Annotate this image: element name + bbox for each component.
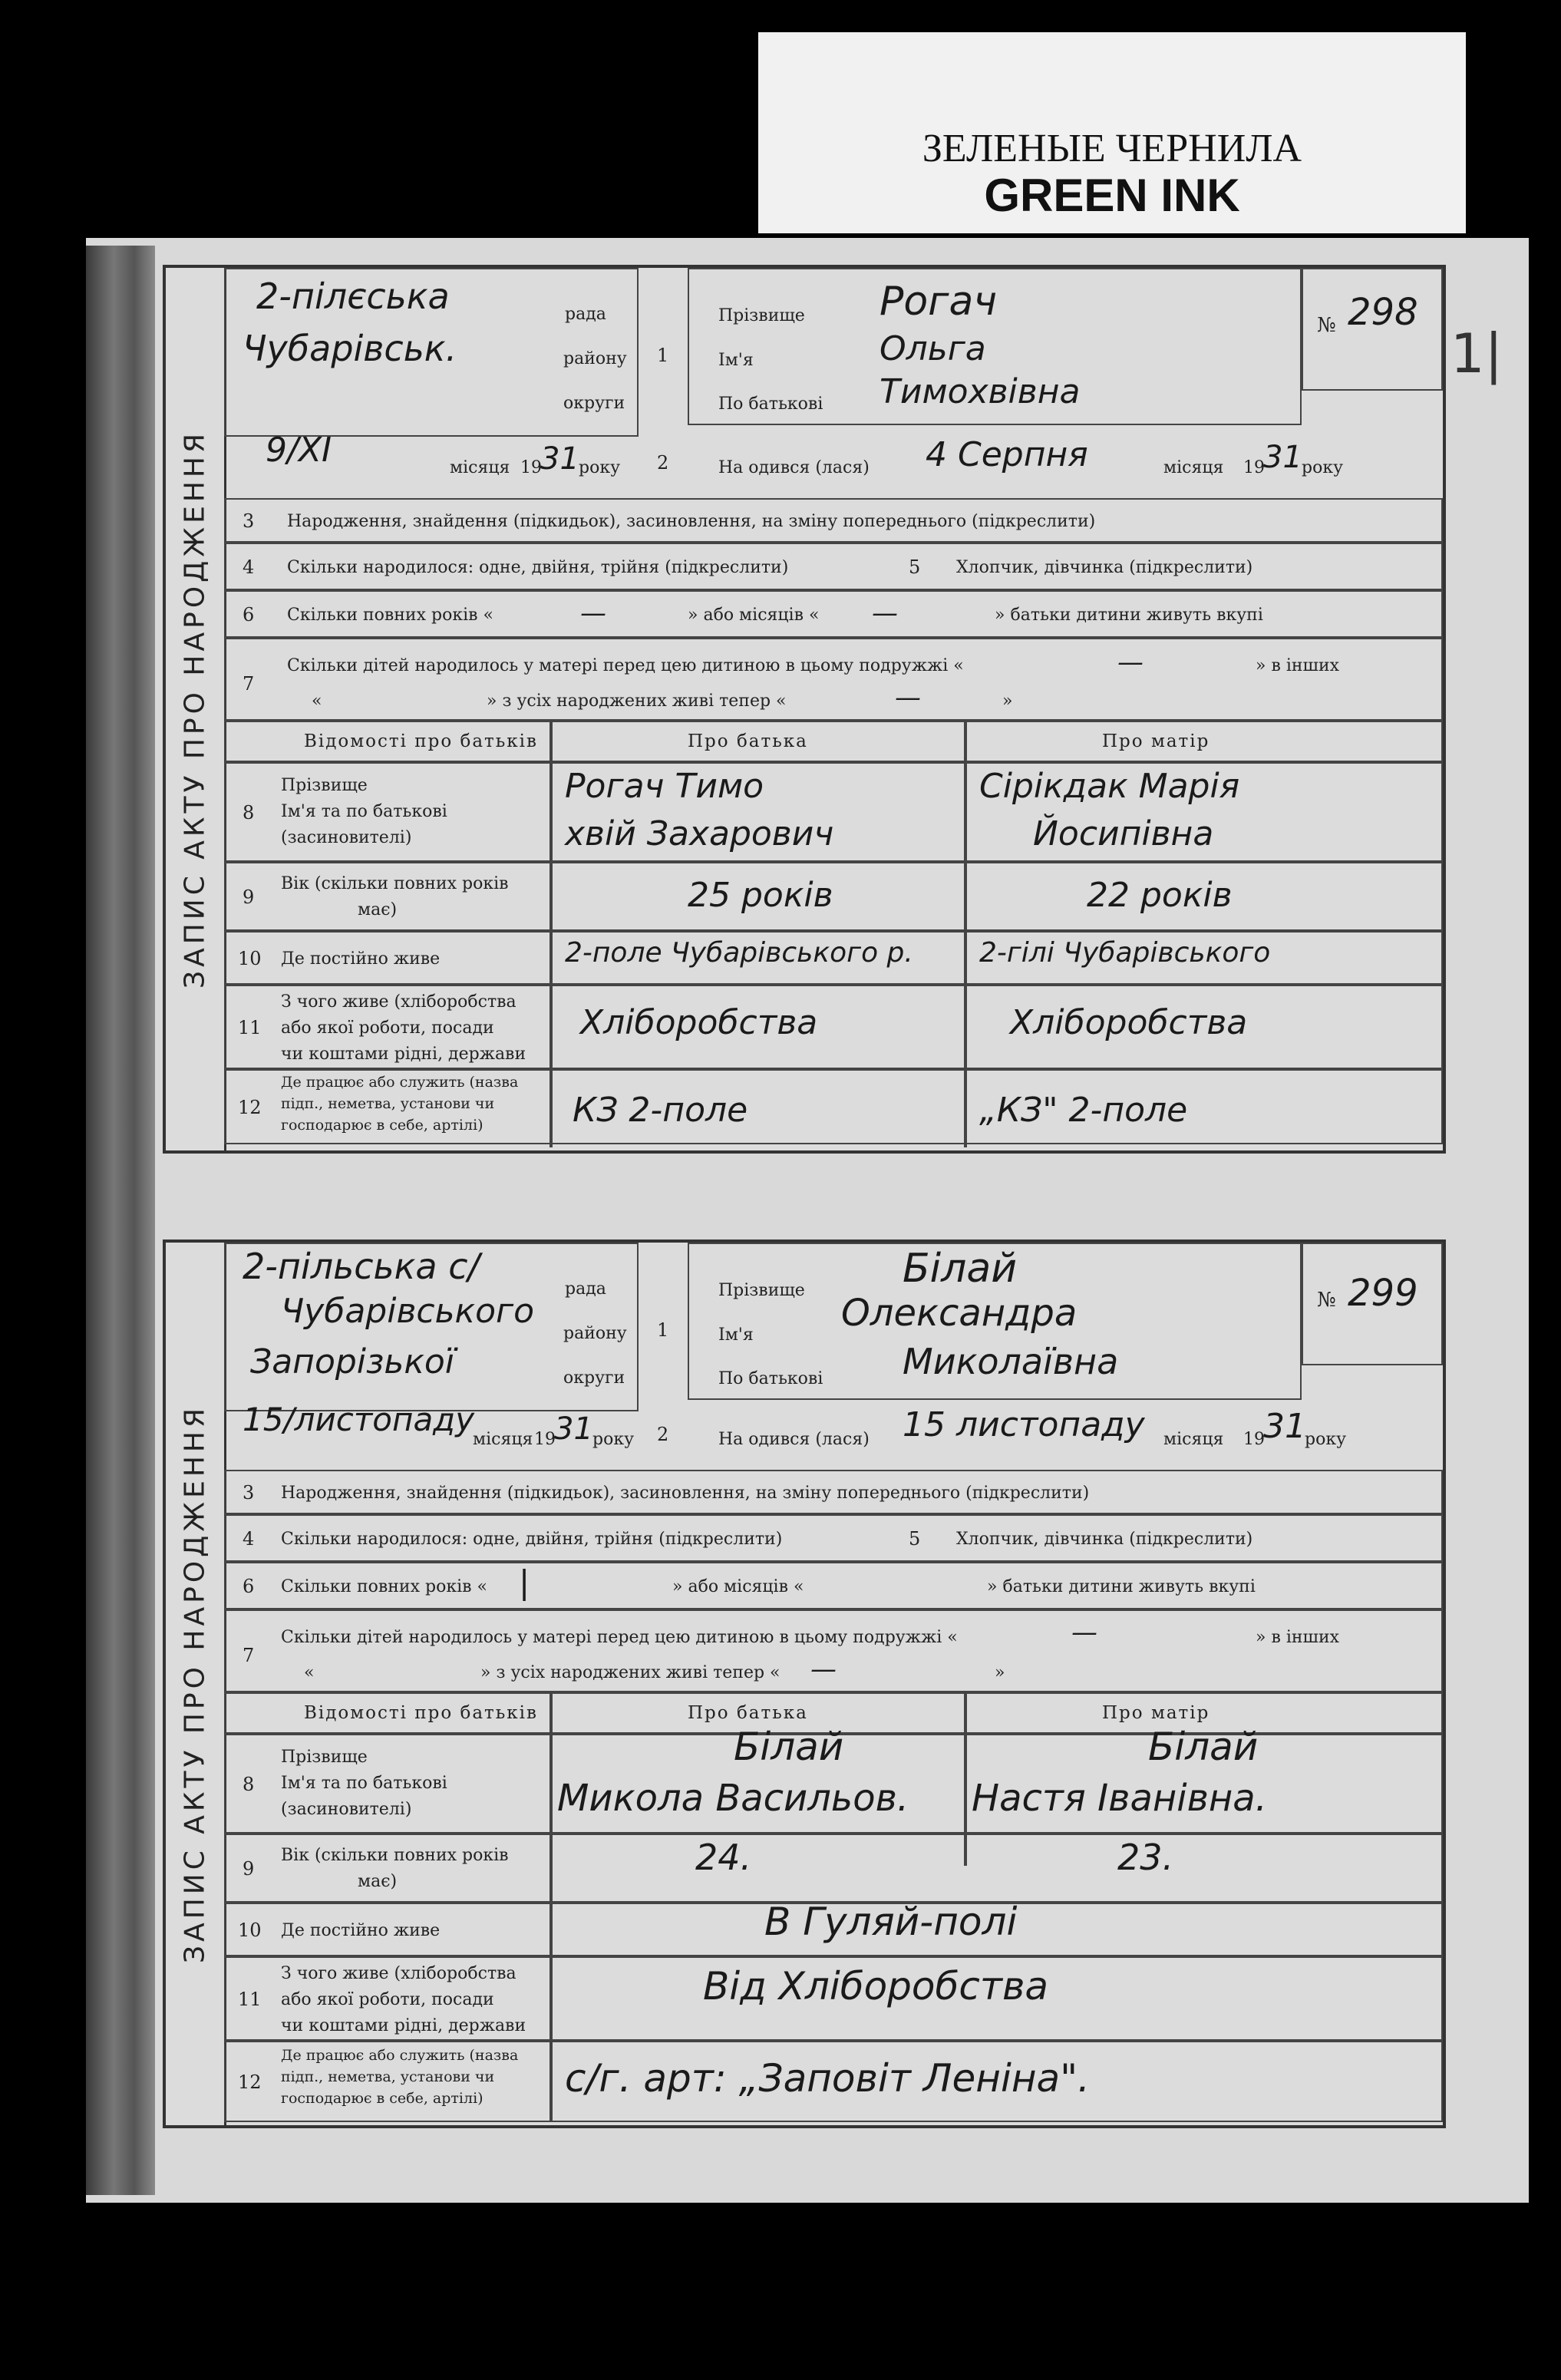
father-name-line-1: Рогач Тимо	[565, 767, 764, 806]
year-suffix: року	[579, 458, 621, 477]
raion-label: району	[563, 1324, 627, 1343]
row-5-text: Хлопчик, дівчинка (підкреслити)	[956, 558, 1253, 577]
row-7-text-d: » з усіх народжених живі тепер «	[487, 692, 787, 711]
row-8-label-3: (засиновителі)	[281, 828, 412, 847]
row-11-label-3: чи коштами рідні, держави	[281, 2016, 526, 2035]
row-num-7: 7	[243, 1645, 255, 1666]
years-together: |	[519, 1563, 530, 1601]
row-3-text: Народження, знайдення (підкидьок), засиновлення, на зміну попереднього (підкреслити)	[287, 512, 1096, 531]
row-num-7: 7	[243, 673, 255, 695]
children-before: —	[1117, 647, 1144, 678]
row-7-text-e: »	[995, 1663, 1005, 1682]
father-age: 24.	[695, 1837, 752, 1878]
year-suffix: року	[592, 1430, 635, 1449]
ink-label-card	[758, 32, 1466, 233]
children-alive: —	[810, 1654, 837, 1685]
parents-workplace: с/г. арт: „Заповіт Леніна".	[565, 2056, 1091, 2101]
row-7-text-b: » в інших	[1256, 1628, 1340, 1647]
months-together: —	[872, 598, 898, 629]
row-7-text-b: » в інших	[1256, 656, 1340, 675]
row-12-label-2: підп., неметва, установи чи	[281, 1095, 495, 1112]
row-4-text: Скільки народилося: одне, двійня, трійня (підкреслити)	[281, 1530, 783, 1549]
row-num-8: 8	[243, 1774, 255, 1795]
row-12-label-1: Де працює або служить (назва	[281, 1074, 519, 1091]
born-year: 31	[1263, 1407, 1306, 1446]
father-workplace: КЗ 2-поле	[573, 1091, 748, 1130]
number-label: №	[1317, 314, 1336, 337]
father-name: Микола Васильов.	[557, 1777, 909, 1820]
row-num-1: 1	[657, 345, 669, 366]
patronymic-label: По батькові	[718, 1369, 823, 1388]
name-label: Ім'я	[718, 351, 754, 370]
child-surname: Білай	[903, 1246, 1018, 1292]
col-father-header: Про батька	[688, 731, 808, 751]
row-5-text: Хлопчик, дівчинка (підкреслити)	[956, 1530, 1253, 1549]
row-6-text-c: » батьки дитини живуть вкупі	[995, 606, 1263, 625]
born-year-prefix: 19	[1243, 1430, 1265, 1449]
born-year: 31	[1263, 440, 1302, 475]
row-11-label-2: або якої роботи, посади	[281, 1018, 494, 1038]
father-surname: Білай	[734, 1725, 844, 1769]
patronymic-label: По батькові	[718, 394, 823, 414]
row-9-label-2: має)	[358, 900, 398, 919]
born-date: 15 листопаду	[903, 1405, 1145, 1444]
row-num-5: 5	[909, 1528, 921, 1550]
children-alive: —	[895, 682, 921, 713]
record-date: 9/XI	[266, 431, 332, 470]
row-7-text-a: Скільки дітей народилось у матері перед цею дитиною в цьому подружжі «	[287, 656, 964, 675]
row-num-10: 10	[238, 948, 262, 969]
row-num-4: 4	[243, 1528, 255, 1550]
row-7-text-c: «	[304, 1663, 315, 1682]
margin-mark: 1|	[1450, 322, 1503, 385]
row-num-3: 3	[243, 510, 255, 532]
mother-workplace: „КЗ" 2-поле	[979, 1091, 1188, 1130]
row-8-label-2: Ім'я та по батькові	[281, 802, 447, 821]
row-num-1: 1	[657, 1319, 669, 1341]
father-residence: 2-поле Чубарівського р.	[565, 937, 913, 969]
row-7-text-c: «	[312, 692, 322, 711]
record-side-title: ЗАПИС АКТУ ПРО НАРОДЖЕННЯ	[166, 1243, 226, 2125]
row-6-text-a: Скільки повних років «	[287, 606, 493, 625]
mother-residence: 2-гілі Чубарівського	[979, 937, 1271, 969]
col-father-header: Про батька	[688, 1703, 808, 1723]
born-month-label: місяця	[1163, 458, 1224, 477]
month-label: місяця	[450, 458, 510, 477]
years-together: —	[580, 598, 606, 629]
row-11-label-2: або якої роботи, посади	[281, 1990, 494, 2009]
row-num-12: 12	[238, 2071, 262, 2093]
father-name-line-2: хвій Захарович	[565, 814, 834, 853]
record-number: 299	[1348, 1272, 1418, 1315]
parents-residence: В Гуляй-полі	[764, 1900, 1018, 1944]
record-side-title: ЗАПИС АКТУ ПРО НАРОДЖЕННЯ	[166, 268, 226, 1150]
father-occupation: Хліборобства	[580, 1003, 818, 1042]
mother-age: 23.	[1117, 1837, 1174, 1878]
row-6-text-b: » або місяців «	[672, 1577, 804, 1596]
rada-label: рада	[565, 1279, 606, 1299]
row-9	[224, 1834, 1443, 1903]
birth-record-298	[163, 265, 1446, 1154]
rada-value: 2-пільська с/	[243, 1246, 480, 1287]
row-num-11: 11	[238, 1017, 262, 1038]
mother-name-line-1: Сірікдак Марія	[979, 767, 1240, 806]
month-label: місяця	[473, 1430, 533, 1449]
record-number: 298	[1348, 291, 1418, 334]
row-7-text-e: »	[1002, 692, 1013, 711]
row-8-label-1: Прізвище	[281, 776, 368, 795]
row-num-11: 11	[238, 1989, 262, 2010]
father-age: 25 років	[688, 876, 833, 915]
row-12-label-1: Де працює або служить (назва	[281, 2047, 519, 2064]
birth-record-299	[163, 1240, 1446, 2128]
mother-occupation: Хліборобства	[1010, 1003, 1248, 1042]
row-num-6: 6	[243, 604, 255, 626]
surname-label: Прізвище	[718, 1281, 805, 1300]
row-12-label-3: господарює в себе, артілі)	[281, 1117, 483, 1134]
row-num-3: 3	[243, 1482, 255, 1504]
child-patronymic: Тимохвівна	[880, 372, 1081, 411]
raion-value: Чубарівського	[281, 1292, 535, 1331]
raion-label: району	[563, 349, 627, 368]
born-label: На одився (лася)	[718, 1430, 870, 1449]
raion-value: Чубарівськ.	[243, 328, 457, 369]
okruha-label: округи	[563, 1368, 625, 1388]
child-surname: Рогач	[880, 279, 998, 325]
year-prefix: 19	[534, 1430, 556, 1449]
okruha-label: округи	[563, 394, 625, 413]
row-num-12: 12	[238, 1097, 262, 1118]
row-num-2: 2	[657, 452, 669, 474]
ink-label-en: GREEN INK	[984, 170, 1240, 221]
mother-name-line-2: Йосипівна	[1033, 814, 1214, 853]
name-label: Ім'я	[718, 1325, 754, 1345]
row-num-9: 9	[243, 886, 255, 908]
row-7	[224, 638, 1443, 721]
row-7-text-d: » з усіх народжених живі тепер «	[480, 1663, 780, 1682]
row-11-label-3: чи коштами рідні, держави	[281, 1045, 526, 1064]
row-num-6: 6	[243, 1576, 255, 1597]
row-11-label-1: З чого живе (хліборобства	[281, 992, 516, 1012]
row-3-text: Народження, знайдення (підкидьок), засиновлення, на зміну попереднього (підкреслити)	[281, 1484, 1090, 1503]
mother-name: Настя Іванівна.	[972, 1777, 1267, 1820]
year-prefix: 19	[520, 458, 542, 477]
row-9-label-2: має)	[358, 1872, 398, 1891]
row-num-2: 2	[657, 1424, 669, 1445]
row-9	[224, 862, 1443, 931]
row-6-text-b: » або місяців «	[688, 606, 820, 625]
born-date: 4 Серпня	[926, 435, 1088, 474]
col-mother-header: Про матір	[1102, 1703, 1210, 1723]
row-4-text: Скільки народилося: одне, двійня, трійня (підкреслити)	[287, 558, 789, 577]
row-num-10: 10	[238, 1920, 262, 1941]
born-year-suffix: року	[1305, 1430, 1347, 1449]
row-num-5: 5	[909, 556, 921, 578]
row-num-4: 4	[243, 556, 255, 578]
child-name: Ольга	[880, 329, 986, 368]
rada-value: 2-пілєська	[256, 276, 450, 317]
row-num-9: 9	[243, 1858, 255, 1880]
row-11-label-1: З чого живе (хліборобства	[281, 1964, 516, 1983]
mother-age: 22 років	[1087, 876, 1233, 915]
col-info-header: Відомості про батьків	[304, 731, 538, 751]
born-label: На одився (лася)	[718, 458, 870, 477]
born-month-label: місяця	[1163, 1430, 1224, 1449]
row-8-label-3: (засиновителі)	[281, 1800, 412, 1819]
row-12-label-3: господарює в себе, артілі)	[281, 2090, 483, 2107]
record-date: 15/листопаду	[243, 1401, 475, 1438]
row-num-8: 8	[243, 802, 255, 824]
col-info-header: Відомості про батьків	[304, 1703, 538, 1723]
surname-label: Прізвище	[718, 306, 805, 325]
record-year: 31	[540, 441, 579, 477]
born-year-prefix: 19	[1243, 458, 1265, 477]
okruha-value: Запорізької	[250, 1342, 455, 1381]
child-name: Олександра	[841, 1292, 1078, 1335]
col-mother-header: Про матір	[1102, 731, 1210, 751]
row-6-text-a: Скільки повних років «	[281, 1577, 487, 1596]
row-9-label-1: Вік (скільки повних років	[281, 874, 509, 893]
rada-label: рада	[565, 305, 606, 324]
child-patronymic: Миколаївна	[903, 1341, 1119, 1382]
children-before: —	[1071, 1617, 1097, 1648]
book-binding	[86, 246, 155, 2195]
record-year: 31	[554, 1411, 593, 1447]
row-8-label-2: Ім'я та по батькові	[281, 1774, 447, 1793]
mother-surname: Білай	[1148, 1725, 1259, 1769]
number-label: №	[1317, 1289, 1336, 1312]
parents-occupation: Від Хліборобства	[703, 1964, 1049, 2009]
row-6-text-c: » батьки дитини живуть вкупі	[987, 1577, 1256, 1596]
row-7-text-a: Скільки дітей народилось у матері перед цею дитиною в цьому подружжі «	[281, 1628, 958, 1647]
row-10-label: Де постійно живе	[281, 949, 441, 969]
row-9-label-1: Вік (скільки повних років	[281, 1846, 509, 1865]
born-year-suffix: року	[1302, 458, 1344, 477]
row-10-label: Де постійно живе	[281, 1921, 441, 1940]
row-8-label-1: Прізвище	[281, 1748, 368, 1767]
ink-label-ru: ЗЕЛЕНЫЕ ЧЕРНИЛА	[922, 127, 1302, 170]
row-12-label-2: підп., неметва, установи чи	[281, 2068, 495, 2085]
